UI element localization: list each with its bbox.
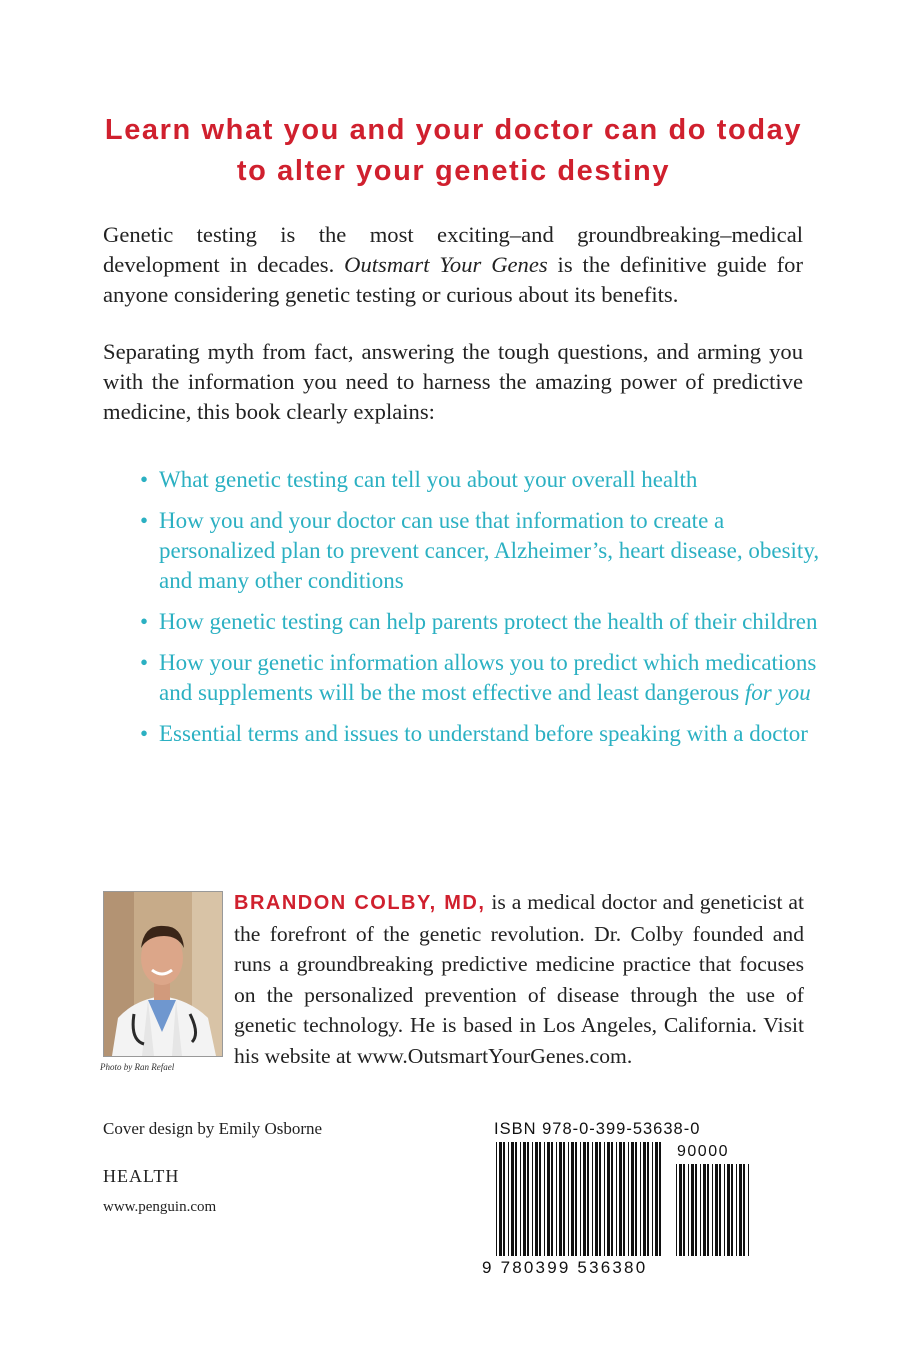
barcode-bar <box>587 1142 589 1256</box>
barcode-bar <box>712 1164 713 1256</box>
benefit-item: • Essential terms and issues to understand before speaking with a doctor <box>140 719 820 749</box>
category-label: HEALTH <box>103 1166 180 1186</box>
barcode-bar <box>659 1142 661 1256</box>
barcode-bar <box>599 1142 601 1256</box>
barcode-bar <box>575 1142 577 1256</box>
benefits-list <box>140 465 820 760</box>
barcode-bar <box>592 1142 593 1256</box>
benefit-item: • How genetic testing can help parents protect the health of their children <box>140 607 820 637</box>
book-title: Outsmart Your Genes <box>344 252 548 277</box>
barcode-bar <box>635 1142 637 1256</box>
barcode-bar <box>532 1142 533 1256</box>
barcode-bar <box>563 1142 565 1256</box>
price-bars <box>676 1164 749 1256</box>
barcode-bar <box>623 1142 625 1256</box>
barcode-bar <box>607 1142 610 1256</box>
author-name: BRANDON COLBY, MD, <box>234 892 486 914</box>
barcode-bar <box>700 1164 701 1256</box>
barcode-bar <box>631 1142 634 1256</box>
barcode-bar <box>580 1142 581 1256</box>
barcode-bar <box>523 1142 526 1256</box>
barcode-bar <box>628 1142 629 1256</box>
barcode-bar <box>731 1164 733 1256</box>
barcode-bar <box>691 1164 694 1256</box>
ean-digits: 9 780399 536380 <box>482 1258 648 1277</box>
barcode-bar <box>703 1164 706 1256</box>
barcode-bar <box>527 1142 529 1256</box>
barcode-bar <box>719 1164 721 1256</box>
barcode-bar <box>676 1164 677 1256</box>
barcode-bar <box>583 1142 586 1256</box>
intro-paragraph <box>103 220 803 310</box>
barcode-bar <box>619 1142 622 1256</box>
barcode-bar <box>739 1164 742 1256</box>
barcode-bar <box>643 1142 646 1256</box>
barcode-bar <box>743 1164 745 1256</box>
intro-text-end: is the definitive guide for anyone considering genetic testing or curious about its benefits. <box>103 252 803 307</box>
author-bio-text: is a medical doctor and geneticist at the forefront of the genetic revolution. Dr. Colby founded and runs a groundbreaking predictive medicine practice that focuses on the personalized prevention of disease through the use of genetic technology. He is based in Los Angeles, California. Visit his website at www.OutsmartYourGenes.com. <box>234 890 804 1068</box>
photo-credit: Photo by Ran Refael <box>100 1062 175 1072</box>
intro-text-start: Genetic testing is the most exciting–and groundbreaking–medical development in decades. <box>103 222 803 277</box>
barcode-bar <box>508 1142 509 1256</box>
benefit-item <box>140 648 820 708</box>
barcode-bar <box>544 1142 545 1256</box>
barcode-bar <box>551 1142 553 1256</box>
barcode-bar <box>559 1142 562 1256</box>
barcode-bar <box>511 1142 514 1256</box>
barcode-bar <box>695 1164 697 1256</box>
barcode-bar <box>535 1142 538 1256</box>
barcode-bar <box>616 1142 617 1256</box>
benefit-item: • What genetic testing can tell you about your overall health <box>140 465 820 495</box>
barcode-bar <box>748 1164 749 1256</box>
headline-line-2: to alter your genetic destiny <box>236 155 671 187</box>
barcode-bar <box>547 1142 550 1256</box>
barcode-bar <box>688 1164 689 1256</box>
barcode-bar <box>520 1142 521 1256</box>
barcode-bar <box>556 1142 557 1256</box>
barcode-bar <box>499 1142 502 1256</box>
barcode-bar <box>496 1142 497 1256</box>
barcode-bar <box>539 1142 541 1256</box>
barcode-bar <box>647 1142 649 1256</box>
explains-paragraph: Separating myth from fact, answering the tough questions, and arming you with the information you need to harness the amazing power of predictive medicine, this book clearly explains: <box>103 339 803 424</box>
barcode-bar <box>736 1164 737 1256</box>
barcode-bar <box>571 1142 574 1256</box>
barcode-bar <box>652 1142 653 1256</box>
barcode-bar <box>715 1164 718 1256</box>
benefit-text: How your genetic information allows you to predict which medications and supplements will be the most effective and least dangerous <box>159 650 817 705</box>
barcode-bar <box>724 1164 725 1256</box>
barcode-bar <box>679 1164 682 1256</box>
barcode-bar <box>655 1142 658 1256</box>
barcode-bar <box>727 1164 730 1256</box>
price-code: 90000 <box>677 1143 729 1160</box>
isbn-bars <box>496 1142 661 1256</box>
barcode-bar <box>611 1142 613 1256</box>
benefit-emphasis: for you <box>744 680 811 705</box>
barcode-bar <box>683 1164 685 1256</box>
benefit-item: • How you and your doctor can use that information to create a personalized plan to prevent cancer, Alzheimer’s, heart disease, obesity, and many other conditions <box>140 506 820 596</box>
author-photo <box>103 891 223 1057</box>
isbn-text: ISBN 978-0-399-53638-0 <box>494 1120 701 1138</box>
author-bio <box>234 887 804 1071</box>
barcode-bar <box>640 1142 641 1256</box>
barcode-bar <box>604 1142 605 1256</box>
author-portrait-illustration <box>104 892 222 1056</box>
barcode-block <box>482 1120 767 1282</box>
cover-design-credit: Cover design by Emily Osborne <box>103 1119 323 1138</box>
barcode-bar <box>568 1142 569 1256</box>
headline-line-1: Learn what you and your doctor can do today <box>104 114 803 146</box>
barcode-bar <box>595 1142 598 1256</box>
barcode-bar <box>515 1142 517 1256</box>
barcode-graphic <box>482 1120 767 1260</box>
barcode-bar <box>503 1142 505 1256</box>
headline <box>60 110 847 192</box>
barcode-bar <box>707 1164 709 1256</box>
publisher-website: www.penguin.com <box>103 1199 217 1215</box>
